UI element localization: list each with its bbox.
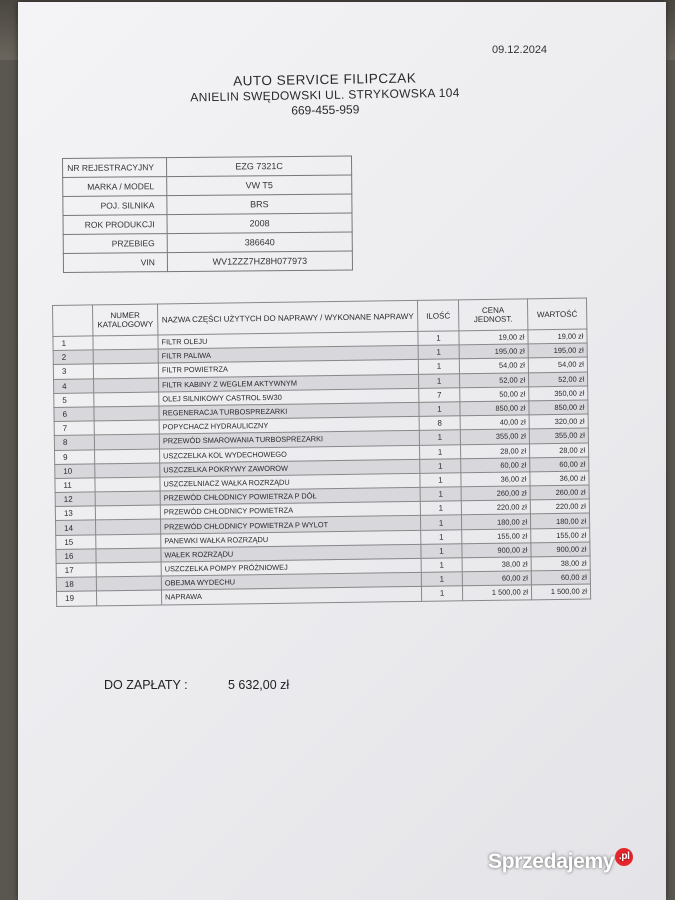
- cell-value: 155,00 zł: [531, 528, 590, 543]
- cell-name: OBEJMA WYDECHU: [161, 573, 421, 591]
- cell-catalog: [95, 463, 160, 478]
- cell-qty: 1: [419, 430, 460, 445]
- parts-table: [52, 298, 591, 607]
- cell-name: POPYCHACZ HYDRAULICZNY: [159, 417, 419, 435]
- cell-qty: 1: [421, 558, 462, 573]
- cell-name: REGENERACJA TURBOSPREZARKI: [159, 402, 419, 420]
- cell-price: 40,00 zł: [460, 415, 529, 430]
- header-name: NAZWA CZĘŚCI UŻYTYCH DO NAPRAWY / WYKONANE NAPRAWY: [157, 300, 417, 335]
- cell-price: 54,00 zł: [459, 358, 528, 373]
- cell-value: 60,00 zł: [530, 457, 589, 472]
- cell-nr: 12: [55, 492, 95, 507]
- cell-catalog: [96, 534, 161, 549]
- cell-value: 350,00 zł: [529, 386, 588, 401]
- total-label: DO ZAPŁATY :: [104, 678, 188, 692]
- vehicle-field-label: PRZEBIEG: [63, 234, 167, 254]
- cell-catalog: [97, 590, 162, 605]
- cell-nr: 9: [55, 449, 95, 464]
- cell-qty: 1: [420, 487, 461, 502]
- cell-catalog: [95, 477, 160, 492]
- vehicle-field-value: 2008: [167, 213, 352, 234]
- company-phone: 669-455-959: [291, 102, 360, 118]
- cell-nr: 11: [55, 478, 95, 493]
- cell-name: NAPRAWA: [161, 587, 421, 605]
- vehicle-row: [63, 213, 352, 235]
- cell-value: 38,00 zł: [531, 556, 590, 571]
- header-nr: [53, 305, 93, 337]
- cell-qty: 1: [418, 345, 459, 360]
- cell-catalog: [94, 420, 159, 435]
- invoice-date: 09.12.2024: [492, 44, 548, 56]
- vehicle-info-table: [62, 155, 353, 273]
- cell-name: USZCZELKA POKRYWY ZAWOROW: [160, 459, 420, 477]
- header-catalog: NUMER KATALOGOWY: [93, 304, 158, 336]
- cell-value: 850,00 zł: [529, 400, 588, 415]
- cell-value: 900,00 zł: [531, 542, 590, 557]
- vehicle-row: [63, 156, 352, 178]
- cell-name: PRZEWÓD CHŁODNICY POWIETRZA: [160, 502, 420, 520]
- cell-nr: 5: [54, 393, 94, 408]
- company-address: ANIELIN SWĘDOWSKI UL. STRYKOWSKA 104: [190, 85, 460, 105]
- cell-name: PRZEWÓD SMAROWANIA TURBOSPREZARKI: [159, 431, 419, 449]
- total-due: [104, 678, 290, 692]
- cell-qty: 1: [420, 458, 461, 473]
- cell-name: PRZEWÓD CHŁODNICY POWIETRZA P DÓŁ: [160, 487, 420, 505]
- vehicle-field-label: NR REJESTRACYJNY: [63, 158, 167, 178]
- header-qty: ILOŚĆ: [417, 300, 458, 332]
- cell-price: 38,00 zł: [462, 557, 531, 572]
- vehicle-field-label: POJ. SILNIKA: [63, 196, 167, 216]
- cell-nr: 17: [56, 563, 96, 578]
- cell-nr: 10: [55, 464, 95, 479]
- cell-price: 260,00 zł: [461, 486, 530, 501]
- header-value: WARTOŚĆ: [527, 298, 586, 330]
- cell-price: 180,00 zł: [461, 514, 530, 529]
- cell-price: 19,00 zł: [459, 330, 528, 345]
- vehicle-field-value: EZG 7321C: [167, 156, 352, 177]
- cell-value: 220,00 zł: [530, 499, 589, 514]
- cell-price: 155,00 zł: [462, 528, 531, 543]
- cell-value: 19,00 zł: [528, 329, 587, 344]
- cell-value: 36,00 zł: [530, 471, 589, 486]
- cell-name: FILTR PALIWA: [158, 346, 418, 364]
- cell-nr: 16: [56, 549, 96, 564]
- cell-nr: 13: [55, 506, 95, 521]
- cell-price: 60,00 zł: [461, 458, 530, 473]
- cell-qty: 8: [419, 416, 460, 431]
- cell-price: 850,00 zł: [460, 401, 529, 416]
- cell-price: 355,00 zł: [460, 429, 529, 444]
- cell-nr: 2: [53, 350, 93, 365]
- cell-name: USZCZELKA POMPY PRÓŻNIOWEJ: [161, 558, 421, 576]
- cell-qty: 1: [421, 529, 462, 544]
- cell-value: 260,00 zł: [530, 485, 589, 500]
- cell-qty: 1: [419, 402, 460, 417]
- total-value: 5 632,00 zł: [228, 678, 290, 692]
- cell-name: USZCZELKA KOL WYDECHOWEGO: [160, 445, 420, 463]
- company-header: [175, 69, 476, 119]
- header-price: CENA JEDNOST.: [458, 299, 527, 331]
- vehicle-field-value: VW T5: [167, 175, 352, 196]
- cell-catalog: [95, 449, 160, 464]
- watermark-logo: [488, 850, 633, 874]
- cell-value: 320,00 zł: [529, 414, 588, 429]
- cell-catalog: [96, 548, 161, 563]
- vehicle-field-label: VIN: [63, 253, 167, 273]
- cell-name: PRZEWÓD CHŁODNICY POWIETRZA P WYLOT: [161, 516, 421, 534]
- cell-catalog: [93, 349, 158, 364]
- cell-price: 36,00 zł: [461, 472, 530, 487]
- cell-qty: 1: [421, 572, 462, 587]
- cell-catalog: [96, 562, 161, 577]
- cell-qty: 1: [421, 586, 462, 601]
- vehicle-field-value: 386640: [167, 232, 352, 253]
- cell-qty: 1: [418, 331, 459, 346]
- cell-name: USZCZELNIACZ WAŁKA ROZRZĄDU: [160, 473, 420, 491]
- cell-name: PANEWKI WAŁKA ROZRZĄDU: [161, 530, 421, 548]
- cell-price: 900,00 zł: [462, 543, 531, 558]
- cell-nr: 15: [56, 535, 96, 550]
- vehicle-field-label: MARKA / MODEL: [63, 177, 167, 197]
- vehicle-row: [63, 251, 352, 273]
- cell-catalog: [94, 434, 159, 449]
- cell-catalog: [96, 519, 161, 534]
- cell-nr: 14: [56, 520, 96, 535]
- cell-nr: 3: [53, 364, 93, 379]
- cell-nr: 19: [57, 591, 97, 606]
- cell-price: 60,00 zł: [462, 571, 531, 586]
- cell-price: 195,00 zł: [459, 344, 528, 359]
- cell-qty: 1: [420, 515, 461, 530]
- cell-catalog: [94, 378, 159, 393]
- cell-value: 54,00 zł: [528, 357, 587, 372]
- vehicle-field-value: WV1ZZZ7HZ8H077973: [167, 251, 352, 272]
- cell-value: 52,00 zł: [528, 372, 587, 387]
- cell-qty: 1: [418, 359, 459, 374]
- cell-price: 52,00 zł: [459, 372, 528, 387]
- vehicle-row: [63, 175, 352, 197]
- cell-value: 60,00 zł: [531, 570, 590, 585]
- cell-qty: 1: [420, 501, 461, 516]
- cell-catalog: [95, 505, 160, 520]
- company-name: AUTO SERVICE FILIPCZAK: [233, 70, 417, 89]
- vehicle-row: [63, 232, 352, 254]
- vehicle-row: [63, 194, 352, 216]
- cell-value: 195,00 zł: [528, 343, 587, 358]
- cell-value: 1 500,00 zł: [531, 584, 590, 599]
- cell-price: 220,00 zł: [461, 500, 530, 515]
- cell-price: 50,00 zł: [460, 387, 529, 402]
- cell-nr: 6: [54, 407, 94, 422]
- cell-catalog: [95, 491, 160, 506]
- cell-name: WAŁEK ROZRZĄDU: [161, 544, 421, 562]
- watermark-text: Sprzedajemy: [488, 850, 615, 873]
- cell-qty: 1: [418, 373, 459, 388]
- cell-qty: 1: [420, 473, 461, 488]
- cell-catalog: [93, 335, 158, 350]
- cell-value: 180,00 zł: [530, 513, 589, 528]
- cell-name: FILTR OLEJU: [158, 331, 418, 349]
- cell-nr: 7: [54, 421, 94, 436]
- cell-nr: 4: [54, 378, 94, 393]
- cell-name: OLEJ SILNIKOWY CASTROL 5W30: [159, 388, 419, 406]
- cell-catalog: [94, 392, 159, 407]
- cell-value: 355,00 zł: [529, 428, 588, 443]
- vehicle-field-label: ROK PRODUKCJI: [63, 215, 167, 235]
- vehicle-field-value: BRS: [167, 194, 352, 215]
- cell-price: 28,00 zł: [460, 443, 529, 458]
- cell-name: FILTR POWIETRZA: [158, 360, 418, 378]
- cell-catalog: [93, 363, 158, 378]
- cell-catalog: [94, 406, 159, 421]
- cell-nr: 8: [54, 435, 94, 450]
- watermark-badge-icon: .pl: [615, 848, 633, 866]
- cell-value: 28,00 zł: [529, 443, 588, 458]
- cell-price: 1 500,00 zł: [462, 585, 531, 600]
- cell-qty: 1: [421, 544, 462, 559]
- cell-qty: 1: [419, 444, 460, 459]
- cell-name: FILTR KABINY Z WEGLEM AKTYWNYM: [159, 374, 419, 392]
- cell-nr: 18: [56, 577, 96, 592]
- cell-qty: 7: [419, 388, 460, 403]
- cell-nr: 1: [53, 336, 93, 351]
- cell-catalog: [96, 576, 161, 591]
